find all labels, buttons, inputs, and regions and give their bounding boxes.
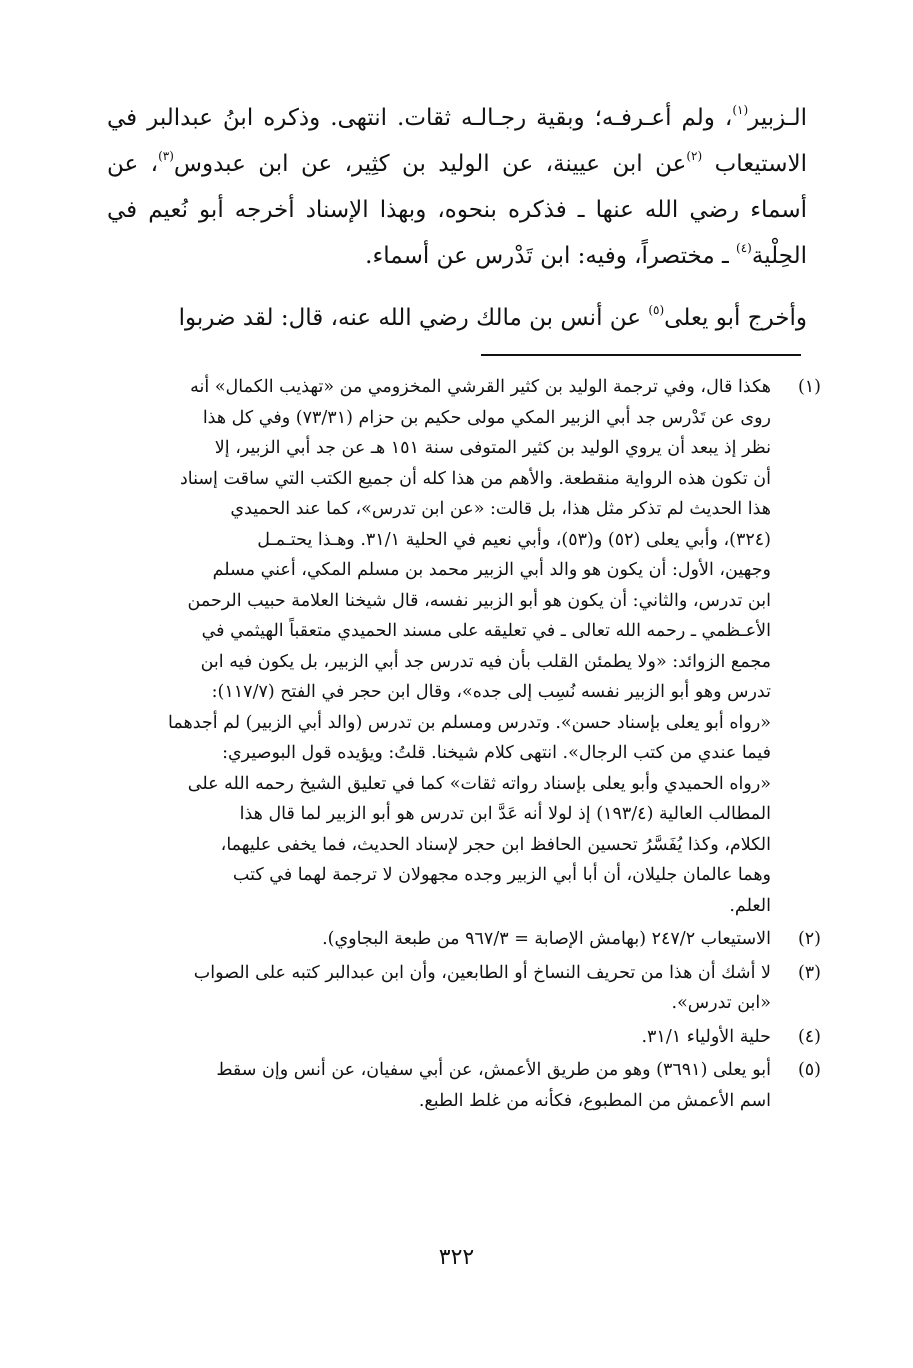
page-number: ٣٢٢ [438, 1245, 475, 1270]
footnote-ref[interactable]: (٥) [648, 303, 665, 317]
footnote-ref[interactable]: (٤) [736, 241, 752, 255]
footnote-number: (٣) [797, 962, 821, 983]
paragraph [107, 295, 807, 341]
footnote-text [113, 372, 771, 921]
footnote-line: حلية الأولياء ٣١/١. [641, 1026, 771, 1047]
footnote-line: أبو يعلى (٣٦٩١) وهو من طريق الأعمش، عن أبي سفيان، عن أنس وإن سقط [216, 1060, 771, 1080]
footnote-line: الأعـظمي ـ رحمه الله تعالى ـ في تعليقه على مسند الحميدي متعقباً الهيثمي في [201, 621, 771, 641]
footnote-line: اسم الأعمش من المطبوع، فكأنه من غلط الطبع. [418, 1090, 771, 1111]
text-run: وأخرج أبو يعلى [664, 305, 807, 331]
footnote-line: الاستيعاب ٢٤٧/٢ (بهامش الإصابة = ٩٦٧/٣ من طبعة البجاوي). [322, 929, 771, 949]
footnote-line: مجمع الزوائد: «ولا يطمئن القلب بأن فيه تدرس جد أبي الزبير، بل يكون فيه ابن [200, 651, 771, 672]
footnote-line: نظر إذ يبعد أن يروي الوليد بن كثير المتوفى سنة ١٥١ هـ عن جد أبي الزبير، إلا [214, 438, 771, 458]
footnote-line: وجهين، الأول: أن يكون هو والد أبي الزبير محمد بن مسلم المكي، أعني مسلم [212, 560, 771, 580]
footnote-line: لا أشك أن هذا من تحريف النساخ أو الطابعين، وأن ابن عبدالبر كتبه على الصواب [193, 962, 771, 983]
text-run: عن أنس بن مالك رضي الله عنه، قال: لقد ضربوا [178, 305, 649, 331]
text-run: ـ مختصراً، وفيه: ابن تَدْرس عن أسماء. [365, 243, 737, 269]
footnote-line: «رواه الحميدي وأبو يعلى بإسناد رواته ثقات» كما في تعليق الشيخ رحمه الله على [187, 773, 771, 794]
footnote-separator [481, 354, 801, 356]
main-text [107, 95, 807, 341]
footnote-line: المطالب العالية (١٩٣/٤) إذ لولا أنه عَدَّ ابن تدرس هو أبو الزبير لما قال هذا [239, 804, 771, 824]
text-run: ، ولم أعـرفـه؛ وبقية رجـالـه ثقات. انتهى. وذكره ابنُ عبدالبر في الاستيعاب [107, 105, 808, 177]
footnote-line: (٣٢٤)، وأبي يعلى (٥٢) و(٥٣)، وأبي نعيم في الحلية ٣١/١. وهـذا يحتـمـل [257, 529, 771, 550]
footnote-line: «ابن تدرس». [671, 993, 771, 1013]
footnote-number: (٥) [797, 1060, 821, 1080]
footnote-number: (٤) [797, 1026, 821, 1047]
footnotes [113, 372, 821, 1119]
footnote [113, 372, 821, 921]
footnote [113, 1055, 821, 1116]
footnote-line: وهما عالمان جليلان، أن أبا أبي الزبير وجده مجهولان لا ترجمة لهما في كتب [232, 865, 771, 885]
footnote-line: هكذا قال، وفي ترجمة الوليد بن كثير القرشي المخزومي من «تهذيب الكمال» أنه [190, 377, 771, 397]
footnote-line: فيما عندي من كتب الرجال». انتهى كلام شيخنا. قلتُ: ويؤيده قول البوصيري: [222, 743, 771, 763]
footnote-ref[interactable]: (٢) [686, 149, 703, 163]
footnote-line: «رواه أبو يعلى بإسناد حسن». وتدرس ومسلم بن تدرس (والد أبي الزبير) لم أجدهما [168, 712, 771, 733]
footnote [113, 924, 821, 955]
footnote-number: (١) [797, 377, 821, 397]
paragraph [107, 95, 807, 279]
footnote-line: روى عن تَدْرس جد أبي الزبير المكي مولى حكيم بن حزام (٧٣/٣١) وفي كل هذا [202, 407, 771, 428]
footnote-line: ابن تدرس، والثاني: أن يكون هو أبو الزبير نفسه، قال شيخنا العلامة حبيب الرحمن [187, 590, 771, 611]
footnote-ref[interactable]: (٣) [158, 149, 174, 163]
footnote-text [113, 1055, 771, 1116]
footnote-text [113, 958, 771, 1019]
footnote-line: العلم. [729, 895, 771, 916]
footnote-line: أن تكون هذه الرواية منقطعة. والأهم من هذا كله أن جميع الكتب التي ساقت إسناد [179, 468, 771, 489]
text-run: الـزبير [748, 105, 807, 131]
footnote-line: الكلام، وكذا يُفَسَّرُ تحسين الحافظ ابن حجر لإسناد الحديث، فما يخفى عليهما، [220, 834, 771, 855]
footnote [113, 958, 821, 1019]
footnote-text [113, 924, 771, 955]
text-run: ، عن أسماء رضي الله عنها ـ فذكره بنحوه، وبهذا الإسناد أخرجه أبو نُعيم في الحِلْية [107, 151, 807, 269]
footnote-line: هذا الحديث لم تذكر مثل هذا، بل قالت: «عن ابن تدرس»، كما عند الحميدي [230, 499, 771, 519]
footnote [113, 1022, 821, 1053]
footnote-number: (٢) [797, 929, 821, 949]
footnote-line: تدرس وهو أبو الزبير نفسه نُسِب إلى جده»، وقال ابن حجر في الفتح (١١٧/٧): [211, 682, 771, 702]
footnote-ref[interactable]: (١) [732, 103, 749, 117]
text-run: عن ابن عيينة، عن الوليد بن كثِير، عن ابن عبدوس [173, 151, 687, 177]
footnote-text [113, 1022, 771, 1053]
